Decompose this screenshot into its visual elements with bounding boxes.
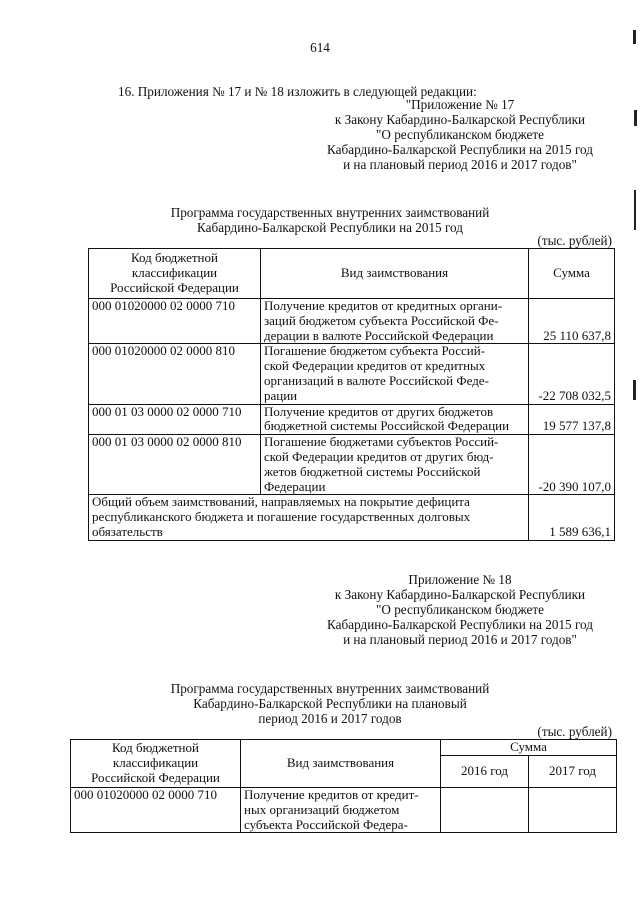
appendix-18-header-line: к Закону Кабардино-Балкарской Республики — [334, 587, 586, 602]
row-description-line: заций бюджетом субъекта Российской Фе- — [264, 312, 499, 328]
column-header-code-line: классификации — [112, 755, 199, 771]
column-header-code-line: Российской Федерации — [91, 769, 220, 785]
total-label-line: республиканского бюджета и погашение государственных долговых — [92, 509, 471, 525]
column-header-code-line: классификации — [131, 265, 218, 281]
appendix-18-title-line: Кабардино-Балкарской Республики на плановый — [193, 696, 467, 711]
column-header-sum: Сумма — [441, 740, 617, 756]
appendix-18-table — [70, 739, 617, 833]
row-code: 000 01020000 02 0000 710 — [89, 299, 261, 344]
appendix-18-units: (тыс. рублей) — [537, 724, 612, 739]
appendix-17-header — [290, 97, 630, 172]
row-description-line: ской Федерации кредитов от кредитных — [264, 358, 486, 374]
appendix-17-title-line: Кабардино-Балкарской Республики на 2015 год — [197, 220, 463, 235]
table-row — [89, 299, 615, 344]
table-total-row — [89, 495, 615, 540]
appendix-18-title-line: период 2016 и 2017 годов — [258, 711, 402, 726]
column-header-code-line: Код бюджетной — [112, 740, 199, 756]
table-row — [71, 788, 617, 833]
appendix-17-header-line: и на плановый период 2016 и 2017 годов" — [343, 157, 577, 172]
column-header-sum: Сумма — [529, 249, 615, 299]
total-sum: 1 589 636,1 — [529, 495, 615, 540]
row-description — [261, 299, 529, 344]
appendix-17-header-line: к Закону Кабардино-Балкарской Республики — [334, 112, 586, 127]
row-sum-2016 — [441, 788, 529, 833]
row-sum-2017 — [529, 788, 617, 833]
appendix-18-title — [100, 681, 560, 726]
row-sum: -20 390 107,0 — [529, 435, 615, 495]
table-row — [89, 404, 615, 435]
row-description — [261, 344, 529, 404]
total-label-line: обязательств — [92, 523, 163, 539]
row-description-line: организаций в валюте Российской Феде- — [264, 372, 489, 388]
row-description-line: Получение кредитов от кредит- — [244, 787, 419, 802]
row-description-line: Получение кредитов от других бюджетов — [264, 403, 494, 419]
section-intro: 16. Приложения № 17 и № 18 изложить в следующей редакции: — [118, 84, 477, 99]
column-header-2017: 2017 год — [529, 756, 617, 788]
table-row — [89, 435, 615, 495]
row-code: 000 01 03 0000 02 0000 810 — [89, 435, 261, 495]
row-description-line: ской Федерации кредитов от других бюд- — [264, 448, 494, 464]
total-label — [89, 495, 529, 540]
table-header-row — [71, 740, 617, 756]
row-description — [261, 435, 529, 495]
row-sum: -22 708 032,5 — [529, 344, 615, 404]
row-sum: 25 110 637,8 — [529, 299, 615, 344]
appendix-17-table — [88, 248, 615, 541]
appendix-17-header-line: "Приложение № 17 — [405, 97, 515, 112]
column-header-type: Вид заимствования — [241, 740, 441, 788]
row-code: 000 01 03 0000 02 0000 710 — [89, 404, 261, 435]
column-header-code-line: Код бюджетной — [131, 250, 218, 266]
scan-edge-mark — [633, 30, 636, 44]
appendix-17-units: (тыс. рублей) — [537, 233, 612, 248]
table-header-row — [89, 249, 615, 299]
column-header-type: Вид заимствования — [261, 249, 529, 299]
row-description-line: Погашение бюджетами субъектов Россий- — [264, 434, 499, 450]
row-description-line: Погашение бюджетом субъекта Россий- — [264, 343, 486, 359]
scan-edge-mark — [633, 380, 636, 400]
appendix-18-header-line: Кабардино-Балкарской Республики на 2015 год — [327, 617, 593, 632]
appendix-17-header-line: "О республиканском бюджете — [375, 127, 545, 142]
column-header-2016: 2016 год — [441, 756, 529, 788]
row-code: 000 01020000 02 0000 710 — [71, 788, 241, 833]
row-description-line: ных организаций бюджетом — [244, 801, 400, 817]
appendix-18-header-line: "О республиканском бюджете — [375, 602, 545, 617]
row-description-line: Получение кредитов от кредитных органи- — [264, 298, 503, 313]
total-label-line: Общий объем заимствований, направляемых на покрытие дефицита — [92, 494, 470, 510]
scan-edge-mark — [634, 190, 636, 230]
page-number: 614 — [310, 40, 330, 55]
appendix-18-header-line: Приложение № 18 — [408, 572, 512, 587]
row-sum: 19 577 137,8 — [529, 404, 615, 435]
row-description — [241, 788, 441, 833]
column-header-code-line: Российской Федерации — [110, 279, 239, 295]
appendix-17-title-line: Программа государственных внутренних заимствований — [170, 205, 490, 220]
appendix-18-title-line: Программа государственных внутренних заимствований — [170, 681, 490, 696]
appendix-18-header-line: и на плановый период 2016 и 2017 годов" — [343, 632, 577, 647]
row-code: 000 01020000 02 0000 810 — [89, 344, 261, 404]
column-header-code — [71, 740, 241, 788]
row-description-line: дерации в валюте Российской Федерации — [264, 327, 494, 343]
appendix-17-header-line: Кабардино-Балкарской Республики на 2015 год — [327, 142, 593, 157]
row-description-line: Федерации — [264, 478, 326, 494]
appendix-17-title — [100, 205, 560, 235]
row-description-line: рации — [264, 387, 298, 403]
scan-edge-mark — [634, 110, 637, 126]
row-description-line: бюджетной системы Российской Федерации — [264, 418, 510, 434]
table-row — [89, 344, 615, 404]
row-description — [261, 404, 529, 435]
row-description-line: субъекта Российской Федера- — [244, 816, 408, 832]
column-header-code — [89, 249, 261, 299]
appendix-18-header — [290, 572, 630, 647]
row-description-line: жетов бюджетной системы Российской — [264, 463, 481, 479]
